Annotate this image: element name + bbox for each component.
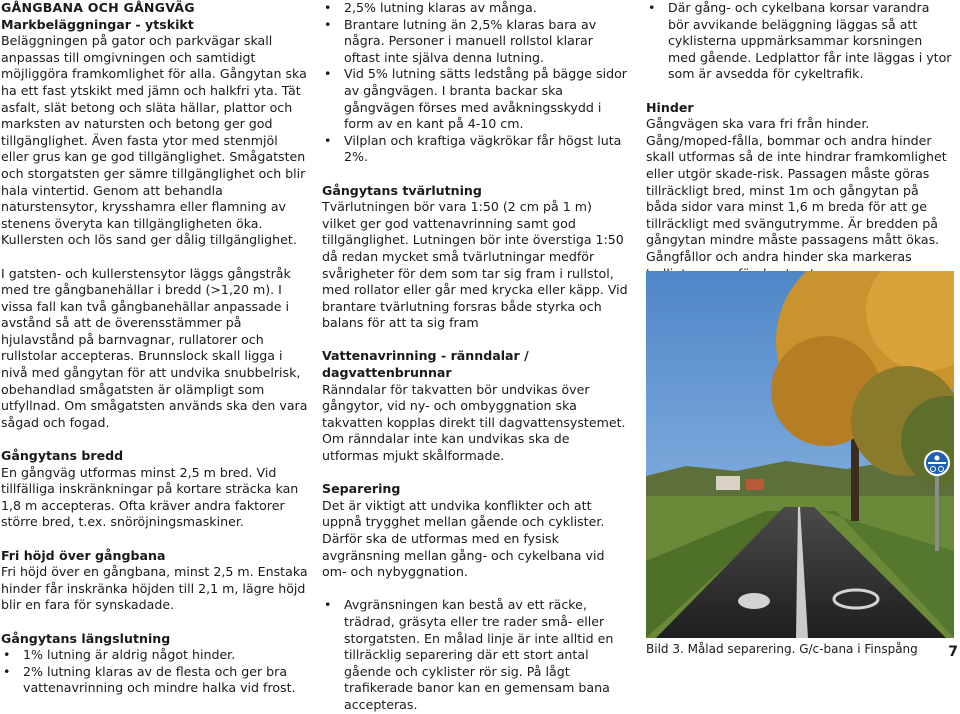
list-slope-continued <box>322 0 628 166</box>
paragraph-separation: Det är viktigt att undvika konflikter och att uppnå trygghet mellan gående och cyklister. Därför ska de utformas med en fysisk avgränsning mellan gång- och cykelbana vid om- och nybyggnation. <box>322 497 605 580</box>
list-item: • Brantare lutning än 2,5% klaras bara av några. Personer i manuell rollstol klarar oftast inte själva denna lutning. <box>322 17 628 67</box>
column-right <box>646 0 954 282</box>
paragraph-cross-slope: Tvärlutningen bör vara 1:50 (2 cm på 1 m) vilket ger god vattenavrinning samt god tillgänglighet. Lutningen bör inte överstiga 1:50 då redan mycket små tvärlutningar medför svårigheter för dem som tar sig fram i rullstol, med rollator eller går med krycka eller käpp. Vid brantare tvärlutning forsras både styrka och balans för att ta sig fram <box>322 199 628 331</box>
heading-clearance: Fri höjd över gångbana <box>1 547 166 563</box>
list-item: • 2% lutning klaras av de flesta och ger bra vattenavrinning och mindre halka vid frost. <box>1 664 309 697</box>
list-item: • Avgränsningen kan bestå av ett räcke, trädrad, gräsyta eller tre rader små- eller storgatsten. En målad linje är inte alltid en tillräcklig separering där ett stort antal gående och cyklister rör sig. På lågt trafikerade banor kan en gemensam bana accepteras. <box>322 597 628 713</box>
house <box>716 476 740 490</box>
heading-cross-slope: Gångytans tvärlutning <box>322 182 482 198</box>
list-separation <box>322 597 628 713</box>
subheading-surfaces: Markbeläggningar - ytskikt <box>1 16 194 32</box>
paragraph-width: En gångväg utformas minst 2,5 m bred. Vid tillfälliga inskränkningar på kortare sträcka kan 1,8 m accepteras. Ofta kräver andra faktorer större bred, t.ex. snöröjningsmaskiner. <box>1 464 299 530</box>
list-crossing <box>646 0 954 83</box>
figure-caption: Bild 3. Målad separering. G/c-bana i Finspång <box>646 642 918 656</box>
paragraph-obstacles: Gångvägen ska vara fri från hinder. Gång/moped-fålla, bommar och andra hinder skall utformas så de inte hindrar framkomlighet eller utgör skade-risk. Passagen måste göras tillräckligt bred, minst 1m och gångytan på båda sidor vara minst 1,6 m breda för att ge tillräckligt med svängutrymme. Är bredden på gångytan mindre måste passagens mått ökas. Gångfållor och andra hinder ska markeras <box>646 116 947 264</box>
heading-width: Gångytans bredd <box>1 448 124 464</box>
list-longitudinal-slope <box>1 647 309 697</box>
house <box>746 479 764 490</box>
list-item: • 1% lutning är aldrig något hinder. <box>1 647 309 664</box>
paragraph-clearance: Fri höjd över en gångbana, minst 2,5 m. Enstaka hinder får inskränka höjden till 2,1 m, lägre höjd blir en fara för synskadade. <box>1 564 308 613</box>
list-item: • Vid 5% lutning sätts ledstång på bägge sidor av gångvägen. I branta backar ska gångvägen förses med avåkningsskydd i form av en kant på 4-10 cm. <box>322 66 628 132</box>
list-item: • 2,5% lutning klaras av många. <box>322 0 628 17</box>
list-item: • Där gång- och cykelbana korsar varandra bör avvikande beläggning läggas så att cyklisterna uppmärksammar korsningen med gående. Ledplattor får inte läggas i ytor som är avsedda för cykeltrafik. <box>646 0 954 83</box>
column-middle <box>322 0 628 714</box>
photo-painted-separation <box>646 271 954 638</box>
paragraph-surfaces: Beläggningen på gator och parkvägar skall anpassas till omgivningen och samtidigt möjliggöra framkomlighet för alla. Gångytan ska ha ett fast ytskikt med jämn och halkfri yta. Tät asfalt, slät betong och släta hällar, plattor och marksten av natursten och betong ger god tillgänglighet. Även fasta ytor med stenmjöl eller grus kan ge god tillgänglighet. Smågatsten och storgatsten ger sämre tillgänglighet och blir hala vintertid. Genom att behandla naturstensytor, krysshamra eller flamning av stenens överyta kan tillgängligheten öka. Kullersten och lös sand ger dålig tillgänglighet. <box>1 33 307 248</box>
paragraph-drainage: Ränndalar för takvatten bör undvikas över gångytor, vid ny- och ombyggnation ska takvatten kopplas direkt till dagvattensystemet. Om ränndalar inte kan undvikas ska de utformas mjukt skålformade. <box>322 381 626 464</box>
sign-divider-glyph <box>928 462 946 464</box>
heading-separation: Separering <box>322 481 401 497</box>
heading-obstacles: Hinder <box>646 99 694 115</box>
sign-pedestrian-glyph <box>935 456 940 461</box>
heading-longitudinal-slope: Gångytans längslutning <box>1 630 171 646</box>
section-title: GÅNGBANA OCH GÅNGVÄG <box>1 0 195 15</box>
paragraph-stone-surfaces: I gatsten- och kullerstensytor läggs gångstråk med tre gångbanehällar i bredd (>1,20 m). I vissa fall kan två gångbanehällar anpassade i avstånd så att de överensstämmer på hjulavstånd på barnvagnar, rullatorer och rullstolar accepteras. Brunnslock skall ligga i nivå med gångytan för att undvika snubbelrisk, obehandlad smågatsten är olämpligt som utfyllnad. Om smågatsten används ska den vara sågad och fogad. <box>1 265 308 430</box>
column-left <box>1 0 309 697</box>
list-item: • Vilplan och kraftiga vägkrökar får högst luta 2%. <box>322 133 628 166</box>
pedestrian-symbol <box>738 593 770 609</box>
page-number: 7 <box>948 644 958 660</box>
heading-drainage: Vattenavrinning - ränndalar / dagvattenbrunnar <box>322 348 529 381</box>
